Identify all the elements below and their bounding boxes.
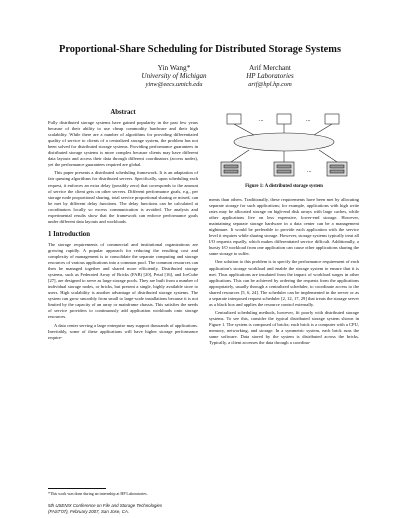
ellipsis-label: ... bbox=[259, 117, 264, 123]
section-heading: 1 Introduction bbox=[48, 230, 90, 238]
venue-line: 5th USENIX Conference on File and Storage Technologies bbox=[48, 503, 163, 508]
body-paragraph: ments than others. Traditionally, these requirements have been met by allocating separate storage for such applications; for example, applications with high write rates may be allocated storage on high-end disk arrays with large caches, while other applications live on less expensive, lower-end storage. However, maintaining separate storage hardware in a data center can be a management nightmare. It would be preferable to provide each application with the service level it requires while sharing storage. However, storage systems typically treat all I/O requests equally, which makes differentiated service difficult. Additionally, a bursty I/O workload from one application can cause other applications sharing the same storage to suffer. bbox=[209, 197, 359, 257]
author-name: Arif Merchant bbox=[249, 63, 291, 72]
brick-node bbox=[274, 162, 294, 176]
author-email[interactable]: yinw@eecs.umich.edu bbox=[145, 80, 203, 88]
abstract-heading: Abstract bbox=[110, 109, 136, 116]
right-column bbox=[209, 197, 359, 348]
abstract-paragraph: Fully distributed storage systems have gained popularity in the past few years because of their ability to use cheap commodity hardware and their high scalability. While there are a number of algorithms for providing differentiated quality of service to clients of a centralized storage system, the problem has not been solved for distributed storage systems. Providing performance guarantees in distributed storage systems is more complex because clients may have different data layouts and access their data through different coordinators (access nodes), yet the performance guarantees required are global. bbox=[48, 120, 198, 168]
brick-node bbox=[327, 162, 347, 176]
footnote-rule bbox=[48, 488, 106, 489]
network-cloud bbox=[234, 133, 334, 151]
ellipsis-label: ... bbox=[307, 168, 312, 174]
venue-line: (FAST'07), February 2007, San Jose, CA. bbox=[48, 508, 130, 514]
body-paragraph: One solution to this problem is to specify the performance requirement of each application's storage workload and enable the storage system to ensure that it is met. Thus applications are insulated from the impact of workload surges in other applications. This can be achieved by ordering the requests from the applications appropriately, usually through a centralized scheduler, to coordinate access to the shared resources [5, 6, 24]. The scheduler can be implemented in the server or as a separate interposed request scheduler [2, 12, 17, 29] that treats the storage server as a black box and applies the resource control externally. bbox=[209, 259, 359, 307]
author-2 bbox=[214, 64, 326, 89]
venue-note bbox=[48, 503, 208, 514]
ellipsis-label: ... bbox=[306, 117, 311, 123]
paper-title: Proportional-Share Scheduling for Distributed Storage Systems bbox=[59, 44, 341, 55]
abstract-paragraph: This paper presents a distributed scheduling framework. It is an adaptation of fair queuing algorithms for distributed servers. Specifically, upon scheduling each request, it enforces an extra delay (possibly zero) that corresponds to the amount of service the client gets on other servers. Different performance goals, e.g., per storage node proportional sharing, total service proportional sharing or mixed, can be met by different delay functions. The delay functions can be calculated at coordinators locally so excess communication is avoided. The analysis and experimental results show that the framework can enforce performance goals under different data layouts and workloads. bbox=[48, 170, 198, 224]
author-email[interactable]: arif@hpl.hp.com bbox=[248, 80, 292, 88]
figure-distributed-storage bbox=[209, 110, 359, 182]
author-name: Yin Wang* bbox=[157, 63, 191, 72]
footnote: *This work was done during an internship at HP Laboratories. bbox=[48, 491, 148, 496]
body-paragraph: Centralized scheduling methods, however, fit poorly with distributed storage systems. To see this, consider the typical distributed storage system shown in Figure 1. The system is composed of bricks; each brick is a computer with a CPU, memory, networking, and storage. In a symmetric system, each brick runs the same software. Data stored by the system is distributed across the bricks. Typically, a client accesses the data through a coordina- bbox=[209, 309, 359, 346]
author-affiliation: University of Michigan bbox=[141, 72, 207, 81]
author-affiliation: HP Laboratories bbox=[246, 72, 294, 81]
client-node bbox=[227, 114, 241, 124]
client-node bbox=[277, 114, 291, 124]
figure-caption: Figure 1: A distributed storage system bbox=[245, 184, 323, 189]
client-node bbox=[325, 114, 339, 124]
body-paragraph: A data center serving a large enterprise may support thousands of applications. Inevitably, some of these applications will have higher storage performance require- bbox=[48, 322, 198, 340]
left-column bbox=[48, 110, 198, 343]
body-paragraph: The storage requirements of commercial and institutional organizations are growing rapidly. A popular approach for reducing the resulting cost and complexity of management is to consolidate the separate computing and storage resources of various applications into a common pool. The common resources can then be managed together and shared more efficiently. Distributed storage systems, such as Federated Array of Bricks (FAB) [20], Petal [16], and IceCube [27], are designed to serve as large storage pools. They are built from a number of individual storage nodes, or bricks, but present a single, highly available store to users. High scalability is another advantage of distributed storage systems. The system can grow smoothly from small to large-scale installations because it is not limited by the capacity of an array or mainframe chassis. This satisfies the needs of service providers to continuously add application workloads onto storage resources. bbox=[48, 241, 198, 320]
brick-node bbox=[221, 162, 241, 176]
